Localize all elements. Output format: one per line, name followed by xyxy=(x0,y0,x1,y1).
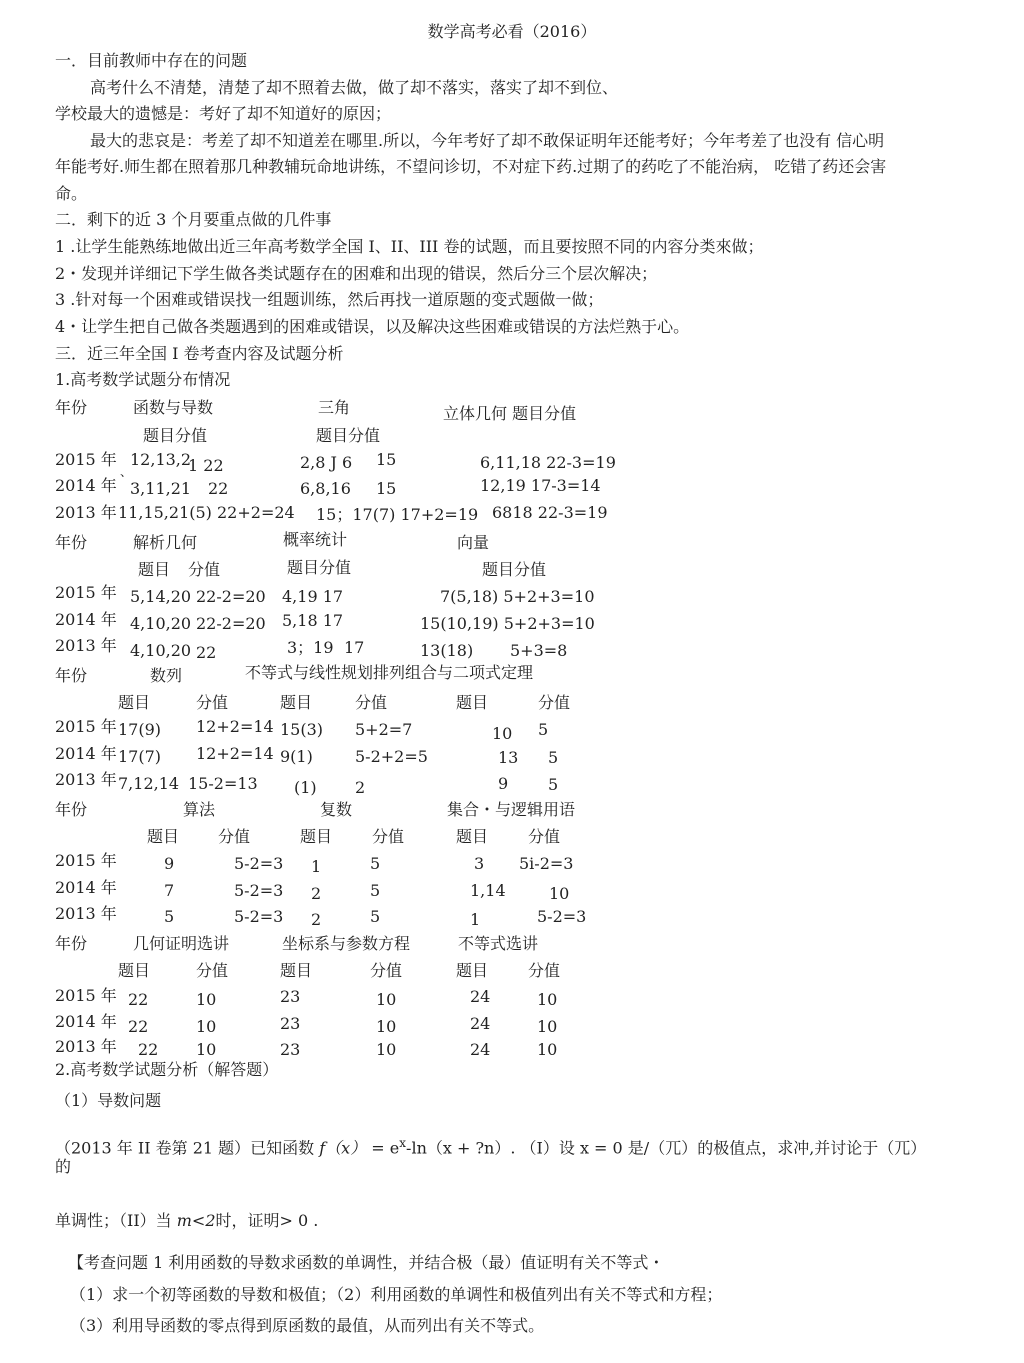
table-subheader: 题目 xyxy=(456,961,489,980)
table-subheader: 分值 xyxy=(218,827,251,846)
cell: 17(9) xyxy=(118,720,162,739)
table-header-analytic-geometry: 解析几何 xyxy=(133,533,198,552)
cell: 23 xyxy=(280,987,301,1006)
cell: 、 xyxy=(120,465,133,479)
cell: 10 xyxy=(537,990,558,1009)
cell: 15-2=13 xyxy=(188,774,258,793)
problem-part2-prefix: 单调性；（II）当 xyxy=(55,1211,177,1230)
cell: 3 xyxy=(474,854,485,873)
cell: 12+2=14 xyxy=(196,744,274,763)
cell: 13 xyxy=(498,748,519,767)
section-3-sub-1: 1.高考数学试题分布情况 xyxy=(55,370,231,389)
table-header-coordinates-parametric: 坐标系与参数方程 xyxy=(282,934,411,953)
cell: 5-2=3 xyxy=(234,854,284,873)
row-year: 2013 年 xyxy=(55,1037,117,1056)
section-2-item-4: 4・让学生把自己做各类题遇到的困难或错误，以及解决这些困难或错误的方法烂熟于心。 xyxy=(55,317,690,336)
cell: 4,10,20 xyxy=(130,614,192,633)
cell: 5 xyxy=(370,854,381,873)
table-subheader: 分值 xyxy=(370,961,403,980)
row-year: 2013 年 xyxy=(55,636,117,655)
cell: 17 xyxy=(344,638,365,657)
problem-part2-suffix: 时，证明> 0 . xyxy=(215,1211,319,1230)
cell: 15；17(7) 17+2=19 xyxy=(316,505,479,524)
cell: 10 xyxy=(492,724,513,743)
table-subheader: 题目 xyxy=(118,961,151,980)
cell: 22-2=20 xyxy=(196,614,266,633)
cell: 6,11,18 22-3=19 xyxy=(480,453,616,472)
row-year: 2013 年 xyxy=(55,904,117,923)
cell: 10 xyxy=(196,1017,217,1036)
cell: 10 xyxy=(537,1017,558,1036)
table-subheader: 题目分值 xyxy=(482,560,547,579)
cell: 5 xyxy=(538,720,549,739)
table-header-sequence: 数列 xyxy=(150,666,183,685)
key-problem-item-1-2: （1）求一个初等函数的导数和极值；（2）利用函数的单调性和极值列出有关不等式和方程； xyxy=(70,1285,723,1304)
table-subheader: 题目 xyxy=(280,961,313,980)
table-subheader: 分值 xyxy=(528,827,561,846)
cell: 22 xyxy=(196,643,217,662)
function-symbol: f（x） xyxy=(319,1138,372,1158)
key-problem-item-3: （3）利用导函数的零点得到原函数的最值，从而列出有关不等式。 xyxy=(70,1316,545,1335)
cell: 5,18 17 xyxy=(282,611,344,630)
cell: 5+3=8 xyxy=(510,641,568,660)
cell: 5,14,20 xyxy=(130,587,192,606)
equals-e: = e xyxy=(371,1138,400,1158)
row-year: 2015 年 xyxy=(55,986,117,1005)
row-year: 2015 年 xyxy=(55,450,117,469)
cell: 22-2=20 xyxy=(196,587,266,606)
table-subheader: 分值 xyxy=(355,693,388,712)
cell: (1) xyxy=(294,778,317,797)
problem-statement-line-2 xyxy=(55,1211,318,1231)
cell: 4,19 17 xyxy=(282,587,344,606)
table-subheader: 题目 xyxy=(456,693,489,712)
row-year: 2013 年 xyxy=(55,503,117,522)
cell: 1,14 xyxy=(470,881,506,900)
table-subheader: 分值 xyxy=(528,961,561,980)
cell: 24 xyxy=(470,987,491,1006)
row-year: 2014 年 xyxy=(55,610,117,629)
table-header-algorithm: 算法 xyxy=(183,800,216,819)
cell: 3；19 xyxy=(287,638,334,657)
cell: 10 xyxy=(196,990,217,1009)
table-subheader: 题目 xyxy=(300,827,333,846)
cell: 17(7) xyxy=(118,747,162,766)
table-header-functions: 函数与导数 xyxy=(133,398,214,417)
section-2-heading: 二．剩下的近 3 个月要重点做的几件事 xyxy=(55,210,332,229)
row-year: 2015 年 xyxy=(55,583,117,602)
cell: 7(5,18) 5+2+3=10 xyxy=(440,587,595,606)
cell: 5+2=7 xyxy=(355,720,413,739)
row-year: 2014 年 xyxy=(55,476,117,495)
cell: 5 xyxy=(370,881,381,900)
table-header-year: 年份 xyxy=(55,800,88,819)
cell: 7,12,14 xyxy=(118,774,180,793)
table-header-vector: 向量 xyxy=(457,533,490,552)
cell: 5 xyxy=(548,775,559,794)
cell: 22 xyxy=(208,479,229,498)
table-subheader: 题目分值 xyxy=(316,426,381,445)
table-subheader: 分值 xyxy=(188,560,221,579)
row-year: 2014 年 xyxy=(55,744,117,763)
cell: 1 xyxy=(311,857,322,876)
cell: 11,15,21(5) 22+2=24 xyxy=(118,503,295,522)
cell: 5 xyxy=(164,907,175,926)
problem-statement-line-1-tail: 的 xyxy=(55,1157,72,1176)
cell: 1 22 xyxy=(188,456,224,475)
cell: 6,8,16 xyxy=(300,479,351,498)
condition-m: m<2 xyxy=(176,1211,216,1230)
cell: 23 xyxy=(280,1014,301,1033)
cell: 15(10,19) 5+2+3=10 xyxy=(420,614,595,633)
cell: 10 xyxy=(376,990,397,1009)
cell: 2 xyxy=(311,884,322,903)
cell: 24 xyxy=(470,1040,491,1059)
table-subheader: 题目 xyxy=(147,827,180,846)
row-year: 2014 年 xyxy=(55,878,117,897)
cell: 15 xyxy=(376,479,397,498)
problem-prefix: （2013 年 II 卷第 21 题）已知函数 xyxy=(55,1138,320,1158)
cell: 22 xyxy=(128,1017,149,1036)
cell: 6818 22-3=19 xyxy=(492,503,608,522)
cell: 12,19 17-3=14 xyxy=(480,476,601,495)
cell: 13(18) xyxy=(420,641,474,660)
cell: 24 xyxy=(470,1014,491,1033)
table-header-complex: 复数 xyxy=(320,800,353,819)
cell: 10 xyxy=(376,1040,397,1059)
row-year: 2014 年 xyxy=(55,1012,117,1031)
table-header-year: 年份 xyxy=(55,934,88,953)
cell: 5-2=3 xyxy=(234,907,284,926)
row-year: 2015 年 xyxy=(55,851,117,870)
section-3-heading: 三．近三年全国 I 卷考查内容及试题分析 xyxy=(55,344,344,363)
section-3-sub-2: 2.高考数学试题分析（解答题） xyxy=(55,1060,279,1079)
cell: 2 xyxy=(311,910,322,929)
table-header-trig: 三角 xyxy=(318,398,351,417)
cell: 10 xyxy=(196,1040,217,1059)
section-1-para-2: 学校最大的遗憾是：考好了却不知道好的原因； xyxy=(55,104,392,123)
cell: 15 xyxy=(376,450,397,469)
table-subheader: 题目 xyxy=(456,827,489,846)
row-year: 2015 年 xyxy=(55,717,117,736)
cell: 22 xyxy=(128,990,149,1009)
table-header-geometry-proof: 几何证明选讲 xyxy=(133,934,230,953)
exponent: x xyxy=(399,1136,407,1150)
table-header-sets-logic: 集合・与逻辑用语 xyxy=(447,800,576,819)
section-1-para-1: 高考什么不清楚，清楚了却不照着去做，做了却不落实，落实了却不到位、 xyxy=(90,78,619,97)
cell: 5-2=3 xyxy=(537,907,587,926)
table-header-inequality-combinatorics: 不等式与线性规划排列组合与二项式定理 xyxy=(245,663,534,682)
cell: 10 xyxy=(376,1017,397,1036)
cell: 15(3) xyxy=(280,720,324,739)
key-problem-title: 【考查问题 1 利用函数的导数求函数的单调性，并结合极（最）值证明有关不等式・ xyxy=(68,1253,665,1272)
table-header-solid-geometry: 立体几何 题目分值 xyxy=(443,404,577,423)
cell: 2 xyxy=(355,778,366,797)
cell: 5-2=3 xyxy=(234,881,284,900)
section-1-para-3b: 年能考好.师生都在照着那几种教辅玩命地讲练，不望问诊切，不对症下药.过期了的药吃了不能治病， 吃错了药还会害 xyxy=(55,157,887,176)
table-subheader: 题目 xyxy=(280,693,313,712)
cell: 23 xyxy=(280,1040,301,1059)
cell: 9 xyxy=(164,854,175,873)
table-header-year: 年份 xyxy=(55,533,88,552)
table-subheader: 题目分值 xyxy=(287,558,352,577)
table-subheader: 题目分值 xyxy=(143,426,208,445)
cell: 5 xyxy=(370,907,381,926)
problem-middle: -ln（x + ?n）. （I）设 x = 0 是/（兀）的极值点，求冲,并讨论于（兀） xyxy=(406,1138,927,1158)
table-subheader: 题目 xyxy=(118,693,151,712)
cell: 10 xyxy=(549,884,570,903)
table-header-inequality-elective: 不等式选讲 xyxy=(458,934,539,953)
section-1-para-3a: 最大的悲哀是：考差了却不知道差在哪里.所以，今年考好了却不敢保证明年还能考好；今年考差了也没有 信心明 xyxy=(90,131,885,150)
table-header-probability: 概率统计 xyxy=(283,530,348,549)
cell: 5i-2=3 xyxy=(519,854,574,873)
section-3-sub-2-1: （1）导数问题 xyxy=(55,1091,162,1110)
section-2-item-1: 1 .让学生能熟练地做出近三年高考数学全国 I、II、III 卷的试题，而且要按照不同的内容分类來做； xyxy=(55,237,764,256)
cell: 12,13,2 xyxy=(130,450,192,469)
section-1-para-3c: 命。 xyxy=(55,184,88,203)
problem-statement-line-1 xyxy=(55,1133,926,1158)
row-year: 2013 年 xyxy=(55,770,117,789)
cell: 2,8 J 6 xyxy=(300,453,353,472)
table-subheader: 分值 xyxy=(196,961,229,980)
cell: 9(1) xyxy=(280,747,313,766)
cell: 12+2=14 xyxy=(196,717,274,736)
section-2-item-2: 2・发现并详细记下学生做各类试题存在的困难和出现的错误，然后分三个层次解决； xyxy=(55,264,658,283)
section-1-heading: 一．目前教师中存在的问题 xyxy=(55,51,248,70)
table-subheader: 分值 xyxy=(538,693,571,712)
table-header-year: 年份 xyxy=(55,398,88,417)
cell: 4,10,20 xyxy=(130,641,192,660)
table-subheader: 分值 xyxy=(196,693,229,712)
cell: 9 xyxy=(498,774,509,793)
doc-title: 数学高考必看（2016） xyxy=(427,22,597,41)
cell: 10 xyxy=(537,1040,558,1059)
cell: 5 xyxy=(548,748,559,767)
section-2-item-3: 3 .针对每一个困难或错误找一组题训练，然后再找一道原题的变式题做一做； xyxy=(55,290,604,309)
cell: 22 xyxy=(138,1040,159,1059)
cell: 1 xyxy=(470,910,481,929)
cell: 7 xyxy=(164,881,175,900)
table-subheader: 题目 xyxy=(138,560,171,579)
table-subheader: 分值 xyxy=(372,827,405,846)
cell: 3,11,21 xyxy=(130,479,192,498)
table-header-year: 年份 xyxy=(55,666,88,685)
cell: 5-2+2=5 xyxy=(355,747,428,766)
